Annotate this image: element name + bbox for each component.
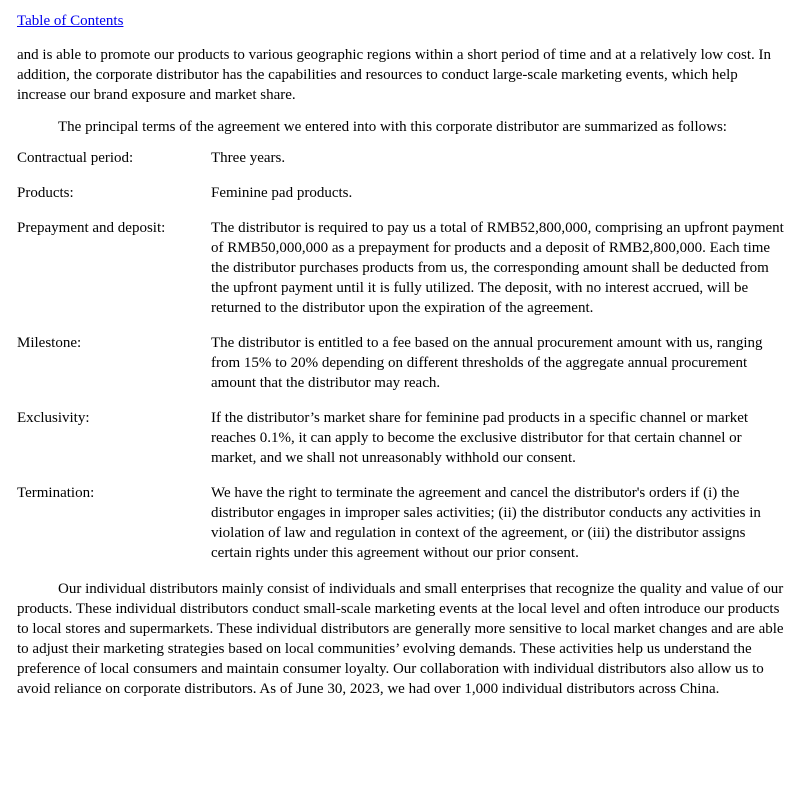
table-row	[17, 483, 784, 563]
table-row	[17, 218, 784, 318]
principal-terms-paragraph: The principal terms of the agreement we entered into with this corporate distributor are summarized as follows:	[58, 119, 727, 135]
term-label: Milestone:	[17, 335, 82, 351]
table-row	[17, 183, 784, 203]
term-description: The distributor is required to pay us a total of RMB52,800,000, comprising an upfront payment of RMB50,000,000 as a prepayment for products and a deposit of RMB2,800,000. Each time the distributor purchases products from us, the corresponding amount shall be deducted from the upfront payment until it is fully utilized. The deposit, with no interest accrued, will be returned to the distributor upon the expiration of the agreement.	[211, 220, 784, 316]
table-row	[17, 333, 784, 393]
individual-distributors-paragraph: Our individual distributors mainly consist of individuals and small enterprises that recognize the quality and value of our products. These individual distributors conduct small-scale marketing events at the local level and often introduce our products to local stores and supermarkets. These individual distributors are generally more sensitive to local market changes and are able to adjust their marketing strategies based on local communities’ evolving demands. These activities help us understand the preference of local consumers and maintain consumer loyalty. Our collaboration with individual distributors also allow us to avoid reliance on corporate distributors. As of June 30, 2023, we had over 1,000 individual distributors across China.	[17, 581, 784, 697]
watermark-glyphs	[682, 738, 786, 758]
table-of-contents-link[interactable]: Table of Contents	[17, 13, 124, 29]
term-description: We have the right to terminate the agreement and cancel the distributor's orders if (i) the distributor engages in improper sales activities; (ii) the distributor conducts any activities in violation of law and regulation in context of the agreement, or (iii) the distributor assigns certain rights under this agreement without our prior consent.	[211, 485, 761, 561]
table-row	[17, 148, 784, 168]
faint-play-watermark-icon	[604, 732, 794, 782]
term-label: Contractual period:	[17, 150, 134, 166]
intro-paragraph: and is able to promote our products to various geographic regions within a short period of time and at a relatively low cost. In addition, the corporate distributor has the capabilities and resources to conduct large-scale marketing events, which help increase our brand exposure and market share.	[17, 47, 771, 103]
term-description: If the distributor’s market share for feminine pad products in a specific channel or market reaches 0.1%, it can apply to become the exclusive distributor for that certain channel or market, and we shall not unreasonably withhold our consent.	[211, 410, 749, 466]
agreement-terms-table	[17, 148, 784, 563]
term-description: The distributor is entitled to a fee based on the annual procurement amount with us, ranging from 15% to 20% depending on different thresholds of the aggregate annual procurement amount that the distributor may reach.	[211, 335, 763, 391]
play-triangle-icon	[662, 739, 676, 757]
term-label: Prepayment and deposit:	[17, 220, 166, 236]
table-row	[17, 408, 784, 468]
term-label: Termination:	[17, 485, 95, 501]
term-label: Products:	[17, 185, 74, 201]
term-label: Exclusivity:	[17, 410, 90, 426]
term-description: Three years.	[211, 150, 286, 166]
watermark-haze	[604, 740, 794, 764]
term-description: Feminine pad products.	[211, 185, 353, 201]
